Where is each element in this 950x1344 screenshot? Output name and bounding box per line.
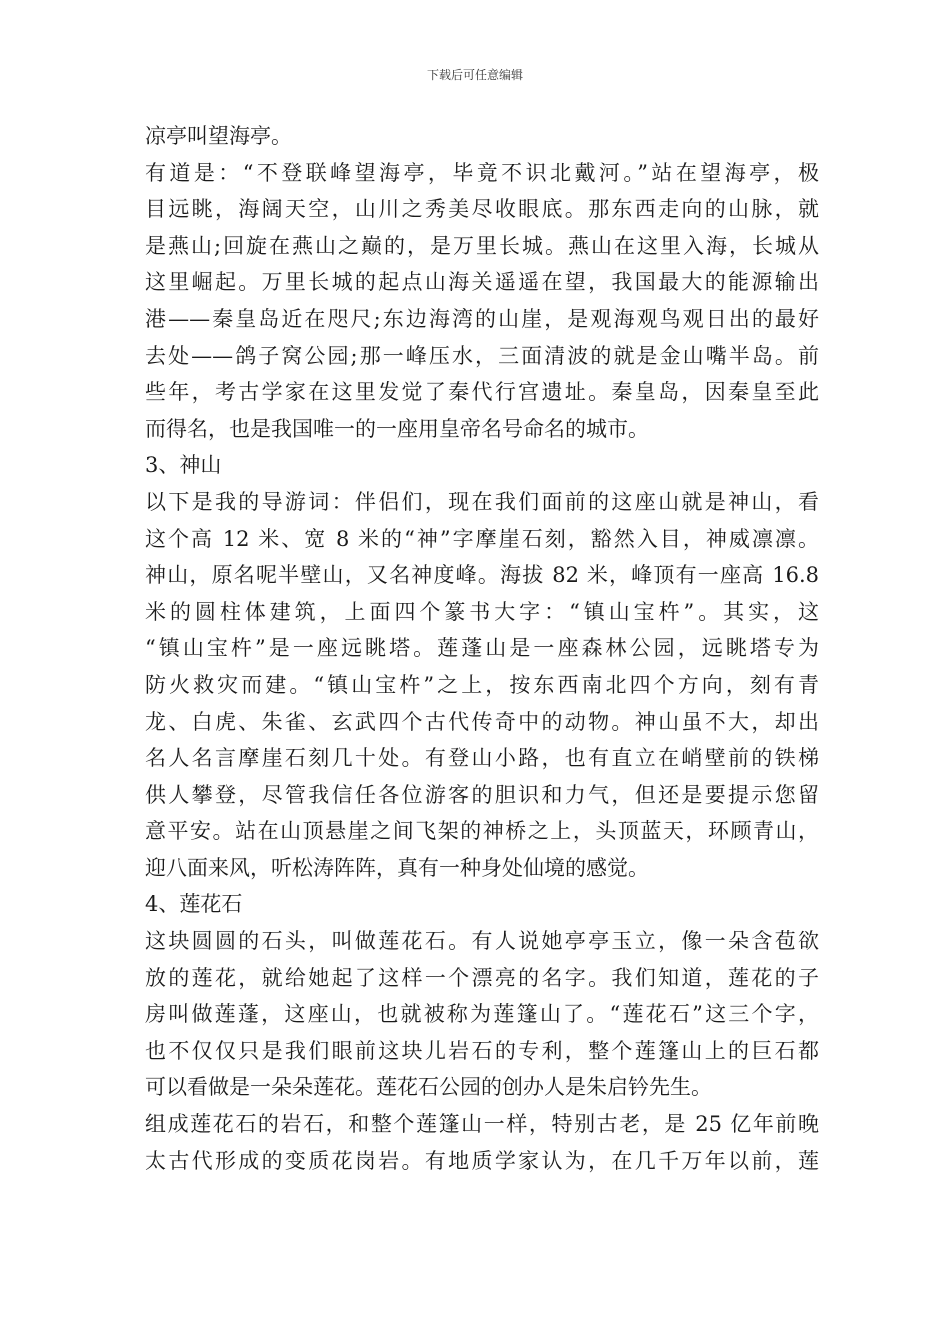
text-line: 港——秦皇岛近在咫尺;东边海湾的山崖，是观海观鸟观日出的最好 (145, 306, 819, 331)
text-line: 米的圆柱体建筑，上面四个篆书大字：“镇山宝杵”。其实，这 (145, 599, 819, 624)
text-line: 4、莲花石 (145, 892, 243, 917)
text-line: 也不仅仅只是我们眼前这块儿岩石的专利，整个莲篷山上的巨石都 (145, 1038, 819, 1063)
text-line: 迎八面来风，听松涛阵阵，真有一种身处仙境的感觉。 (145, 855, 649, 880)
text-line: 可以看做是一朵朵莲花。莲花石公园的创办人是朱启钤先生。 (145, 1075, 712, 1100)
page-header: 下载后可任意编辑 (426, 68, 523, 82)
text-line: 神山，原名呢半壁山，又名神度峰。海拔 82 米，峰顶有一座高 16.8 (145, 563, 819, 588)
text-line: 意平安。站在山顶悬崖之间飞架的神桥之上，头顶蓝天，环顾青山， (145, 819, 819, 844)
text-line: 3、神山 (145, 453, 222, 478)
text-line: 目远眺，海阔天空，山川之秀美尽收眼底。那东西走向的山脉，就 (145, 197, 819, 222)
text-line: “镇山宝杵”是一座远眺塔。莲蓬山是一座森林公园，远眺塔专为 (145, 636, 819, 661)
text-line: 这里崛起。万里长城的起点山海关遥遥在望，我国最大的能源输出 (145, 270, 819, 295)
text-line: 有道是：“不登联峰望海亭，毕竟不识北戴河。”站在望海亭，极 (145, 160, 819, 185)
text-line: 而得名，也是我国唯一的一座用皇帝名号命名的城市。 (145, 416, 649, 441)
text-line: 名人名言摩崖石刻几十处。有登山小路，也有直立在峭壁前的铁梯 (145, 746, 819, 771)
text-line: 些年，考古学家在这里发觉了秦代行宫遗址。秦皇岛，因秦皇至此 (145, 380, 819, 405)
text-line: 太古代形成的变质花岗岩。有地质学家认为，在几千万年以前，莲 (145, 1148, 819, 1173)
text-line: 这个高 12 米、宽 8 米的“神”字摩崖石刻，豁然入目，神威凛凛。 (145, 526, 819, 551)
document-body (145, 118, 819, 1179)
text-line: 这块圆圆的石头，叫做莲花石。有人说她亭亭玉立，像一朵含苞欲 (145, 929, 819, 954)
text-line: 防火救灾而建。“镇山宝杵”之上，按东西南北四个方向，刻有青 (145, 672, 819, 697)
text-line: 龙、白虎、朱雀、玄武四个古代传奇中的动物。神山虽不大，却出 (145, 709, 819, 734)
text-line: 以下是我的导游词：伴侣们，现在我们面前的这座山就是神山，看 (145, 489, 819, 514)
text-line: 供人攀登，尽管我信任各位游客的胆识和力气，但还是要提示您留 (145, 782, 819, 807)
text-line: 房叫做莲蓬，这座山，也就被称为莲篷山了。“莲花石”这三个字， (145, 1002, 819, 1027)
text-line: 放的莲花，就给她起了这样一个漂亮的名字。我们知道，莲花的子 (145, 965, 819, 990)
text-line: 是燕山;回旋在燕山之巅的，是万里长城。燕山在这里入海，长城从 (145, 233, 819, 258)
text-line: 去处——鸽子窝公园;那一峰压水，三面清波的就是金山嘴半岛。前 (145, 343, 819, 368)
text-line: 凉亭叫望海亭。 (145, 124, 292, 148)
text-line: 组成莲花石的岩石，和整个莲篷山一样，特别古老，是 25 亿年前晚 (145, 1112, 819, 1137)
